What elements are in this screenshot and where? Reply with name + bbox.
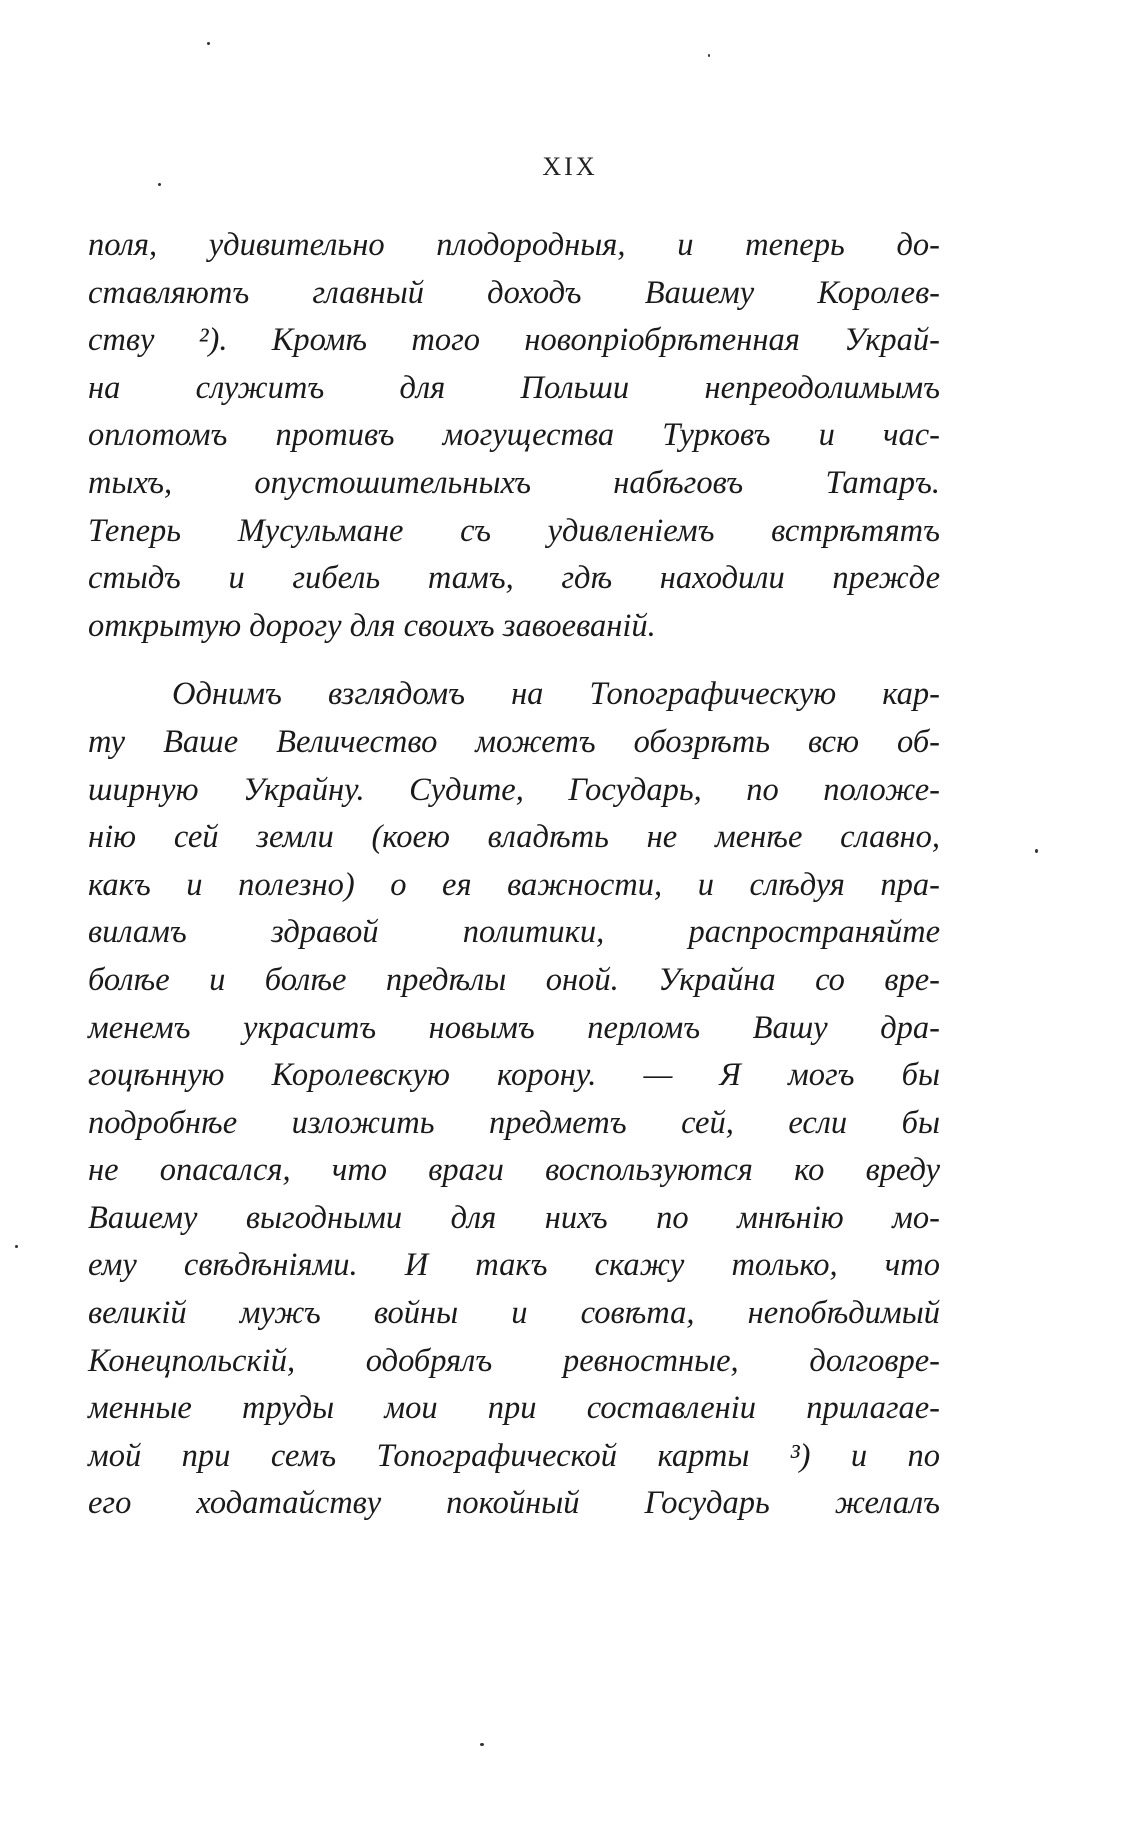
text-line: его ходатайству покойный Государь желалъ	[88, 1485, 940, 1522]
text-line: ту Ваше Величество можетъ обозрѣть всю об-	[88, 723, 940, 760]
text-line: ставляютъ главный доходъ Вашему Королев-	[88, 274, 940, 311]
text-line: гоцѣнную Королевскую корону. — Я могъ бы	[88, 1057, 940, 1094]
text-line: менные труды мои при составленіи прилагае-	[88, 1390, 940, 1427]
text-line: стыдъ и гибель тамъ, гдѣ находили прежде	[88, 560, 940, 597]
paragraph	[88, 671, 940, 1528]
text-line: Конецпольскій, одобрялъ ревностные, долговре-	[88, 1342, 940, 1379]
scan-speck	[1035, 849, 1038, 853]
paragraph-gap	[88, 650, 940, 671]
text-line: Теперь Мусульмане съ удивленіемъ встрѣтятъ	[88, 512, 940, 549]
text-line: мой при семъ Топографической карты ³) и по	[88, 1437, 940, 1474]
text-line: на служитъ для Польши непреодолимымъ	[88, 369, 940, 406]
text-line: Вашему выгодными для нихъ по мнѣнію мо-	[88, 1199, 940, 1236]
scan-speck	[207, 42, 210, 45]
text-line: менемъ украситъ новымъ перломъ Вашу дра-	[88, 1009, 940, 1046]
scan-speck	[480, 1743, 484, 1746]
text-line: поля, удивительно плодородныя, и теперь до-	[88, 227, 940, 263]
scan-speck	[158, 183, 161, 186]
text-line: открытую дорогу для своихъ завоеваній.	[88, 607, 656, 644]
text-line: оплотомъ противъ могущества Турковъ и час-	[88, 417, 940, 454]
paragraph	[88, 222, 940, 650]
text-line: не опасался, что враги воспользуются ко вреду	[88, 1152, 940, 1189]
scan-speck	[15, 1245, 18, 1248]
text-line: виламъ здравой политики, распространяйте	[88, 914, 940, 951]
text-line: ему свѣдѣніями. И такъ скажу только, что	[88, 1247, 940, 1284]
text-line: нію сей земли (коею владѣть не менѣе славно,	[88, 819, 940, 856]
page-number: XIX	[542, 152, 598, 181]
text-line: ству ²). Кромѣ того новопріобрѣтенная Украй-	[88, 322, 940, 359]
text-line: какъ и полезно) о ея важности, и слѣдуя пра-	[88, 866, 940, 903]
text-line: ширную Украйну. Судите, Государь, по положе-	[88, 771, 940, 808]
text-line: подробнѣе изложить предметъ сей, если бы	[88, 1104, 940, 1141]
text-line: тыхъ, опустошительныхъ набѣговъ Татаръ.	[88, 464, 940, 501]
text-line: болѣе и болѣе предѣлы оной. Украйна со вре-	[88, 961, 940, 998]
body-text	[88, 222, 940, 1528]
text-line: великій мужъ войны и совѣта, непобѣдимый	[88, 1295, 940, 1332]
scan-speck	[708, 54, 710, 57]
text-line: Однимъ взглядомъ на Топографическую кар-	[172, 676, 940, 713]
